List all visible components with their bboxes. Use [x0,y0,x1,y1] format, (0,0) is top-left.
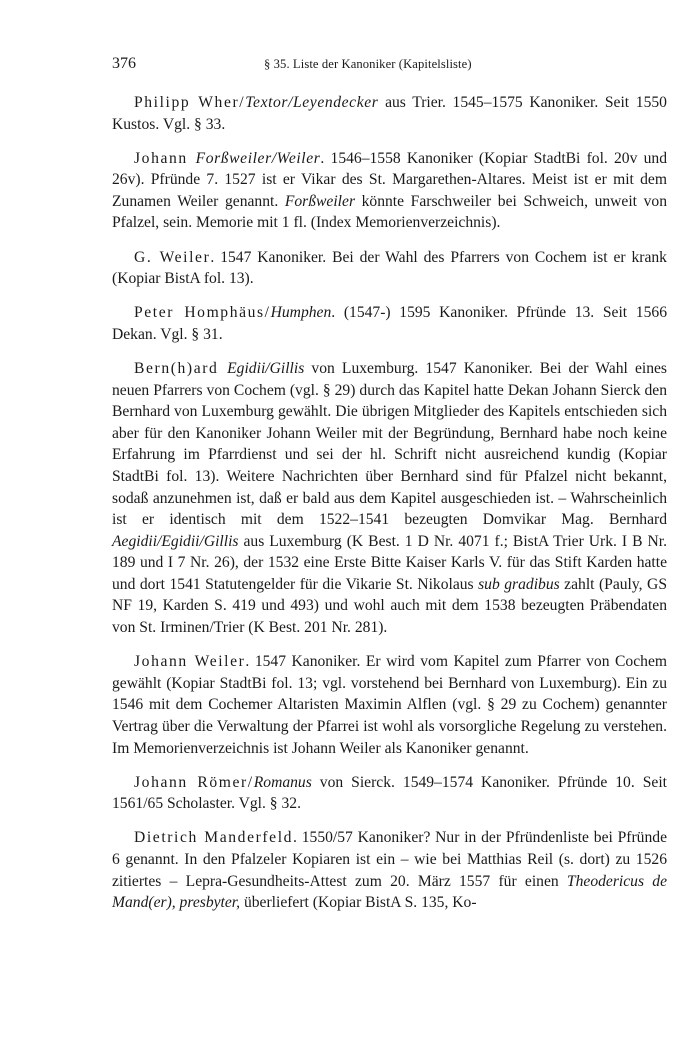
entry-variant-inline: Forßweiler [284,192,356,210]
page-number: 376 [112,55,136,72]
entry-text: aus Luxemburg (K Best. 1 D Nr. 4071 f.; BistA Trier Urk. I B Nr. 189 und I 7 Nr. 26), der 1532 eine Erste Bitte Kaiser Karls V. für das Stift Karden hatte und dort 1541 Statutengelder für die Vikarie St. Nikolaus [112,532,667,593]
entry-g-weiler [112,247,667,290]
entry-text: . 1547 Kanoniker. Er wird vom Kapitel zum Pfarrer von Cochem gewählt (Kopiar StadtBi fol. 13; vgl. vorstehend bei Bernhard von Luxemburg). Ein zu 1546 mit dem Cochemer Altaristen Maximin Alflen (vgl. § 29 zu Cochem) genannter Vertrag über die Verwaltung der Pfarrei ist wohl als vorsorgliche Regelung zu verstehen. Im Memorienverzeichnis ist Johann Weiler als Kanoniker genannt. [112,653,667,757]
entry-text: von Sierck. 1549–1574 Kanoniker. Pfründe 10. Seit 1561/65 Scholaster. Vgl. § 32. [112,773,668,813]
entry-text: könnte Farschweiler bei Schweich, unweit von Pfalzel, sein. Memorie mit 1 fl. (Index Memorienverzeichnis). [112,192,667,232]
entry-dietrich-manderfeld [112,827,667,913]
entry-variant: Textor/Leyendecker [245,94,379,111]
page-body [112,92,667,914]
entry-johann-weiler [112,651,667,759]
entry-name: G. Weiler [134,248,211,266]
entry-variant-inline: sub gradibus [478,575,560,593]
entry-name: Johann Weiler [134,653,246,671]
entry-name: Johann [134,149,196,167]
entry-variant-inline: Aegidii/Egidii/Gillis [112,532,239,550]
entry-name: Dietrich Manderfeld [134,829,294,847]
running-head: § 35. Liste der Kanoniker (Kapitelsliste) [264,57,472,71]
entry-text: . 1547 Kanoniker. Bei der Wahl des Pfarrers von Cochem ist er krank (Kopiar BistA fol. 13). [112,248,667,288]
entry-text: . (1547-) 1595 Kanoniker. Pfründe 13. Seit 1566 Dekan. Vgl. § 31. [112,304,667,343]
entry-name: Johann Römer/ [134,773,254,791]
page-header [112,55,667,77]
entry-name: Philipp Wher/ [134,94,246,111]
entry-johann-forssweiler [112,148,667,234]
entry-variant-inline: Theodericus de Mand(er), presbyter, [112,872,667,912]
entry-variant: Humphen [270,304,332,322]
entry-bernhard-egidii [112,358,667,639]
entry-variant: Romanus [253,773,312,791]
entry-peter-homphaeus [112,302,667,345]
entry-philipp-wher [112,92,667,135]
entry-text: aus Trier. 1545–1575 Kanoniker. Seit 1550 Kustos. Vgl. § 33. [112,94,667,133]
entry-name: Peter Homphäus/ [134,304,271,322]
entry-text: zahlt (Pauly, GS NF 19, Karden S. 419 und 493) und wohl auch mit dem 1538 bezeugten Präbendaten von St. Irminen/Trier (K Best. 201 Nr. 281). [112,575,667,637]
entry-text: von Luxemburg. 1547 Kanoniker. Bei der Wahl eines neuen Pfarrers von Cochem (vgl. § 29) durch das Kapitel hatte Dekan Johann Sierck den Bernhard von Luxemburg gewählt. Die übrigen Mitglieder des Kapitels entschieden sich aber für den Kanoniker Johann Weiler mit der Begründung, Bernhard habe noch keine Erfahrung im Pfarrdienst und sei der hl. Schrift nicht ausreichend kundig (Kopiar StadtBi fol. 13). Weitere Nachrichten über Bernhard sind für Pfalzel nicht bekannt, sodaß anzunehmen ist, daß er bald aus dem Kapitel ausgeschieden ist. – Wahrscheinlich ist er identisch mit dem 1522–1541 bezeugten Domvikar Mag. Bernhard [112,359,668,529]
entry-text: überliefert (Kopiar BistA S. 135, Ko- [240,894,477,912]
entry-text: . 1550/57 Kanoniker? Nur in der Pfründenliste bei Pfründe 6 genannt. In den Pfalzeler Kopiaren ist ein – wie bei Matthias Reil (s. dort) zu 1526 zitiertes – Lepra-Gesundheits-Attest zum 20. März 1557 für einen [112,829,667,890]
entry-variant: Egidii/Gillis [227,359,305,377]
entry-text: . 1546–1558 Kanoniker (Kopiar StadtBi fol. 20v und 26v). Pfründe 7. 1527 ist er Vikar des St. Margarethen-Altares. Meist ist er mit dem Zunamen Weiler genannt. [112,149,667,210]
entry-johann-roemer [112,772,667,815]
entry-variant: Forßweiler/Weiler [195,149,321,167]
entry-name: Bern(h)ard [134,359,228,377]
